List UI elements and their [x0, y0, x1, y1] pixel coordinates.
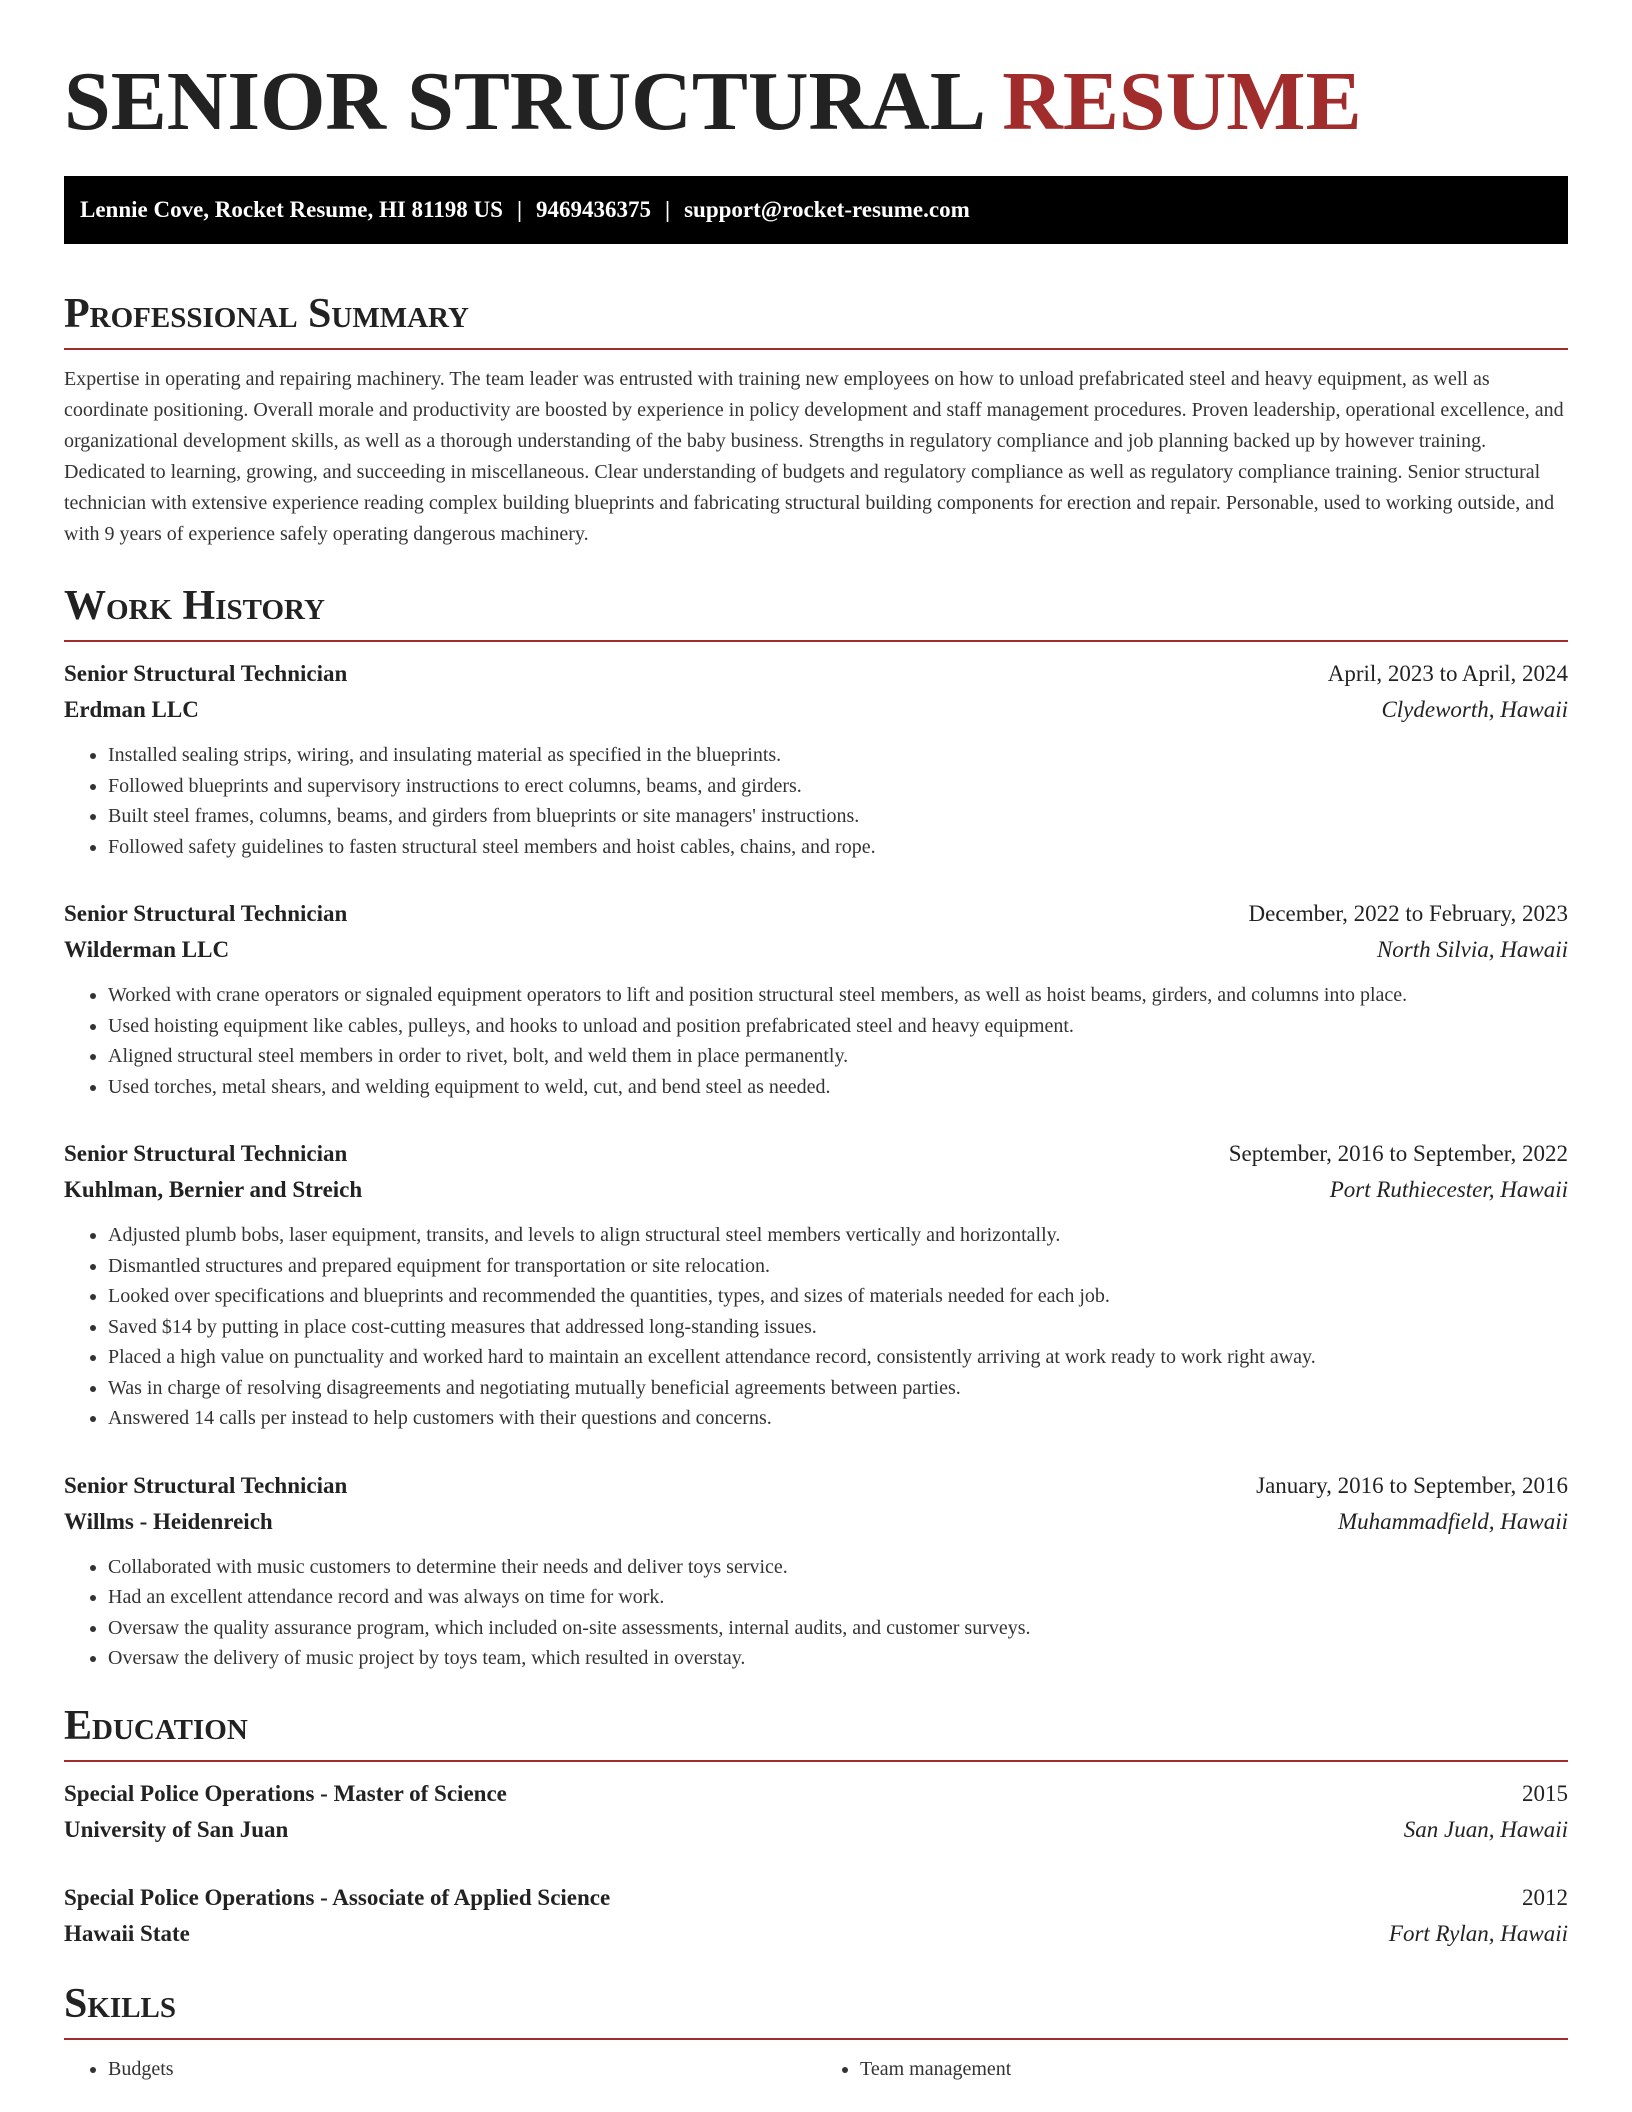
- job-entry: [64, 1136, 1568, 1434]
- education-entry: [64, 1776, 1568, 1848]
- skill-item: • Budgets: [108, 2054, 816, 2085]
- job-company: Wilderman LLC: [64, 937, 230, 962]
- job-bullet: • Placed a high value on punctuality and worked hard to maintain an excellent attendance record, consistently arriving at work ready to work right away.: [108, 1342, 1568, 1373]
- resume-title: [64, 0, 1568, 152]
- job-dates: December, 2022 to February, 2023: [1248, 901, 1568, 926]
- contact-phone[interactable]: 9469436375: [536, 197, 652, 222]
- job-bullets: [64, 980, 1568, 1102]
- education-location: Fort Rylan, Hawaii: [1388, 1920, 1568, 1946]
- skills-grid: [64, 2054, 1568, 2085]
- job-company: Erdman LLC: [64, 697, 199, 722]
- job-bullet: • Built steel frames, columns, beams, and girders from blueprints or site managers' instructions.: [108, 801, 1568, 832]
- skills-column-left: [64, 2054, 816, 2085]
- job-entry: [64, 1468, 1568, 1674]
- education-year: 2015: [1522, 1780, 1568, 1806]
- job-header: [64, 1136, 1568, 1172]
- job-bullet: • Oversaw the quality assurance program, which included on-site assessments, internal audits, and customer surveys.: [108, 1613, 1568, 1644]
- job-bullet: • Used hoisting equipment like cables, pulleys, and hooks to unload and position prefabricated steel and heavy equipment.: [108, 1011, 1568, 1042]
- contact-bar: [64, 176, 1568, 244]
- job-dates: April, 2023 to April, 2024: [1327, 661, 1568, 686]
- job-bullet: • Worked with crane operators or signaled equipment operators to lift and position structural steel members, as well as hoist beams, girders, and columns into place.: [108, 980, 1568, 1011]
- summary-text: Expertise in operating and repairing machinery. The team leader was entrusted with training new employees on how to unload prefabricated steel and heavy equipment, as well as coordinate positioning. Overall morale and productivity are boosted by experience in policy development and staff management procedures. Proven leadership, operational excellence, and organizational development skills, as well as a thorough understanding of the baby business. Strengths in regulatory compliance and job planning backed up by however training. Dedicated to learning, growing, and succeeding in miscellaneous. Clear understanding of budgets and regulatory compliance as well as regulatory compliance training. Senior structural technician with extensive experience reading complex building blueprints and fabricating structural building components for erection and repair. Personable, used to working outside, and with 9 years of experience safely operating dangerous machinery.: [64, 368, 1564, 545]
- education-school: Hawaii State: [64, 1920, 190, 1946]
- education-header: [64, 1776, 1568, 1812]
- job-bullet: • Looked over specifications and blueprints and recommended the quantities, types, and sizes of materials needed for each job.: [108, 1281, 1568, 1312]
- contact-address: Lennie Cove, Rocket Resume, HI 81198 US: [80, 197, 503, 222]
- job-title: Senior Structural Technician: [64, 1141, 348, 1166]
- job-bullet: • Installed sealing strips, wiring, and insulating material as specified in the blueprints.: [108, 740, 1568, 771]
- job-entry: [64, 896, 1568, 1102]
- education-location: San Juan, Hawaii: [1403, 1816, 1568, 1842]
- job-location: North Silvia, Hawaii: [1376, 937, 1568, 962]
- skills-column-right: [816, 2054, 1568, 2085]
- education-year: 2012: [1522, 1884, 1568, 1910]
- job-title: Senior Structural Technician: [64, 661, 348, 686]
- education-degree: Special Police Operations - Master of Science: [64, 1780, 507, 1806]
- education-heading: Education: [64, 1698, 1568, 1762]
- job-company: Willms - Heidenreich: [64, 1508, 273, 1534]
- job-header: [64, 1468, 1568, 1504]
- education-degree: Special Police Operations - Associate of Applied Science: [64, 1884, 611, 1910]
- job-bullet: • Followed blueprints and supervisory instructions to erect columns, beams, and girders.: [108, 771, 1568, 802]
- job-bullet: • Was in charge of resolving disagreements and negotiating mutually beneficial agreements between parties.: [108, 1373, 1568, 1404]
- contact-email[interactable]: support@rocket-resume.com: [684, 197, 970, 222]
- job-bullet: • Collaborated with music customers to determine their needs and deliver toys service.: [108, 1552, 1568, 1583]
- work-history-heading: Work History: [64, 578, 1568, 642]
- job-bullets: [64, 1220, 1568, 1434]
- job-bullet: • Had an excellent attendance record and was always on time for work.: [108, 1582, 1568, 1613]
- contact-separator: |: [665, 197, 671, 222]
- education-entry: [64, 1880, 1568, 1952]
- skills-heading: Skills: [64, 1976, 1568, 2040]
- job-header: [64, 896, 1568, 932]
- education-header: [64, 1880, 1568, 1916]
- job-title: Senior Structural Technician: [64, 1472, 348, 1498]
- job-subheader: [64, 692, 1568, 728]
- contact-separator: |: [516, 197, 523, 222]
- job-bullets: [64, 1552, 1568, 1674]
- title-accent: RESUME: [1002, 55, 1362, 148]
- resume-page: [64, 0, 1568, 2084]
- job-subheader: [64, 1172, 1568, 1208]
- job-bullet: • Aligned structural steel members in order to rivet, bolt, and weld them in place permanently.: [108, 1041, 1568, 1072]
- job-dates: January, 2016 to September, 2016: [1256, 1472, 1568, 1498]
- job-bullet: • Oversaw the delivery of music project by toys team, which resulted in overstay.: [108, 1643, 1568, 1674]
- job-subheader: [64, 1504, 1568, 1540]
- job-bullets: [64, 740, 1568, 862]
- job-location: Clydeworth, Hawaii: [1381, 697, 1568, 722]
- skill-item: • Team management: [860, 2054, 1568, 2085]
- job-header: [64, 656, 1568, 692]
- job-location: Muhammadfield, Hawaii: [1338, 1508, 1568, 1534]
- education-school: University of San Juan: [64, 1816, 289, 1842]
- job-bullet: • Dismantled structures and prepared equipment for transportation or site relocation.: [108, 1251, 1568, 1282]
- job-dates: September, 2016 to September, 2022: [1228, 1141, 1568, 1166]
- summary-heading: Professional Summary: [64, 286, 1568, 350]
- job-bullet: • Answered 14 calls per instead to help customers with their questions and concerns.: [108, 1403, 1568, 1434]
- job-title: Senior Structural Technician: [64, 901, 348, 926]
- job-company: Kuhlman, Bernier and Streich: [64, 1177, 363, 1202]
- job-bullet: • Adjusted plumb bobs, laser equipment, transits, and levels to align structural steel members vertically and horizontally.: [108, 1220, 1568, 1251]
- education-subheader: [64, 1916, 1568, 1952]
- job-subheader: [64, 932, 1568, 968]
- job-bullet: • Used torches, metal shears, and welding equipment to weld, cut, and bend steel as needed.: [108, 1072, 1568, 1103]
- job-bullet: • Followed safety guidelines to fasten structural steel members and hoist cables, chains, and rope.: [108, 832, 1568, 863]
- job-bullet: • Saved $14 by putting in place cost-cutting measures that addressed long-standing issues.: [108, 1312, 1568, 1343]
- title-main: SENIOR STRUCTURAL: [64, 55, 982, 148]
- job-location: Port Ruthiecester, Hawaii: [1329, 1177, 1568, 1202]
- education-subheader: [64, 1812, 1568, 1848]
- job-entry: [64, 656, 1568, 862]
